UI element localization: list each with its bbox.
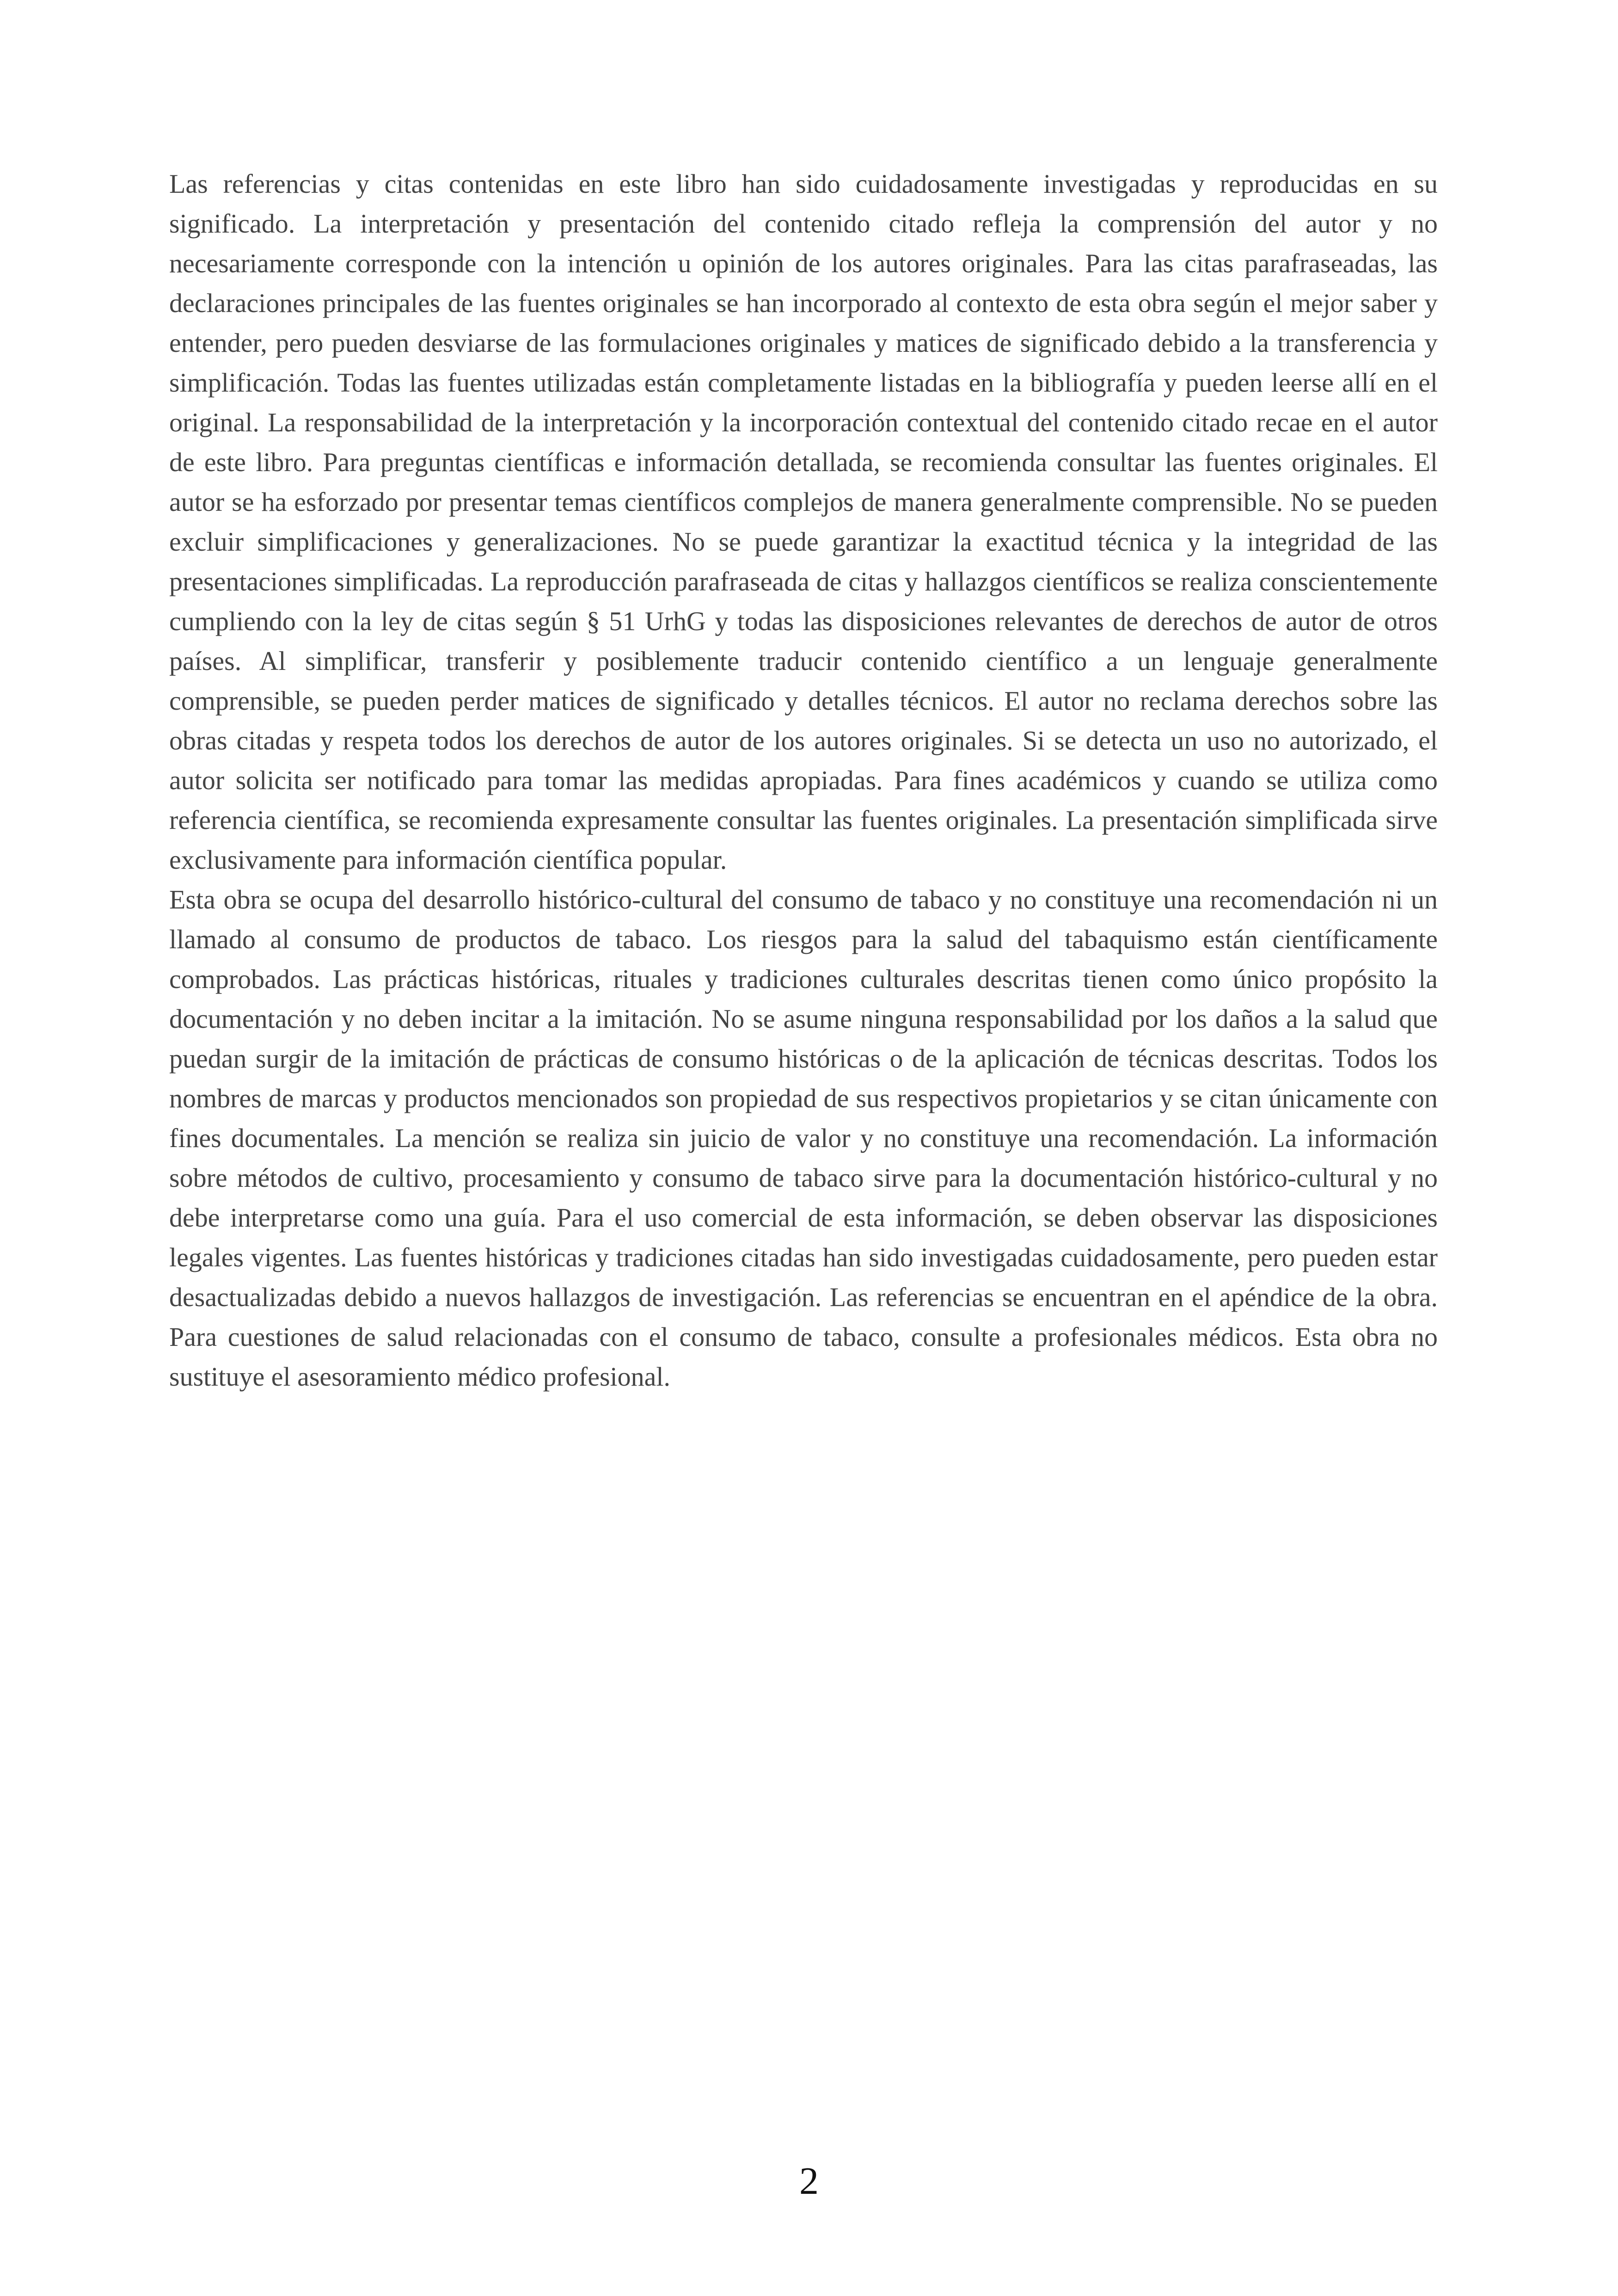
body-text <box>169 164 1438 1397</box>
paragraph-disclaimer-citations: Las referencias y citas contenidas en este libro han sido cuidadosamente investigadas y reproducidas en su significado. La interpretación y presentación del contenido citado refleja la comprensión del autor y no necesariamente corresponde con la intención u opinión de los autores originales. Para las citas parafraseadas, las declaraciones principales de las fuentes originales se han incorporado al contexto de esta obra según el mejor saber y entender, pero pueden desviarse de las formulaciones originales y matices de significado debido a la transferencia y simplificación. Todas las fuentes utilizadas están completamente listadas en la bibliografía y pueden leerse allí en el original. La responsabilidad de la interpretación y la incorporación contextual del contenido citado recae en el autor de este libro. Para preguntas científicas e información detallada, se recomienda consultar las fuentes originales. El autor se ha esforzado por presentar temas científicos complejos de manera generalmente comprensible. No se pueden excluir simplificaciones y generalizaciones. No se puede garantizar la exactitud técnica y la integridad de las presentaciones simplificadas. La reproducción parafraseada de citas y hallazgos científicos se realiza conscientemente cumpliendo con la ley de citas según § 51 UrhG y todas las disposiciones relevantes de derechos de autor de otros países. Al simplificar, transferir y posiblemente traducir contenido científico a un lenguaje generalmente comprensible, se pueden perder matices de significado y detalles técnicos. El autor no reclama derechos sobre las obras citadas y respeta todos los derechos de autor de los autores originales. Si se detecta un uso no autorizado, el autor solicita ser notificado para tomar las medidas apropiadas. Para fines académicos y cuando se utiliza como referencia científica, se recomienda expresamente consultar las fuentes originales. La presentación simplificada sirve exclusivamente para información científica popular. <box>169 169 1438 875</box>
paragraph-disclaimer-tobacco: Esta obra se ocupa del desarrollo histórico-cultural del consumo de tabaco y no constituye una recomendación ni un llamado al consumo de productos de tabaco. Los riesgos para la salud del tabaquismo están científicamente comprobados. Las prácticas históricas, rituales y tradiciones culturales descritas tienen como único propósito la documentación y no deben incitar a la imitación. No se asume ninguna responsabilidad por los daños a la salud que puedan surgir de la imitación de prácticas de consumo históricas o de la aplicación de técnicas descritas. Todos los nombres de marcas y productos mencionados son propiedad de sus respectivos propietarios y se citan únicamente con fines documentales. La mención se realiza sin juicio de valor y no constituye una recomendación. La información sobre métodos de cultivo, procesamiento y consumo de tabaco sirve para la documentación histórico-cultural y no debe interpretarse como una guía. Para el uso comercial de esta información, se deben observar las disposiciones legales vigentes. Las fuentes históricas y tradiciones citadas han sido investigadas cuidadosamente, pero pueden estar desactualizadas debido a nuevos hallazgos de investigación. Las referencias se encuentran en el apéndice de la obra. Para cuestiones de salud relacionadas con el consumo de tabaco, consulte a profesionales médicos. Esta obra no sustituye el asesoramiento médico profesional. <box>169 884 1438 1392</box>
page-number: 2 <box>799 2160 819 2203</box>
